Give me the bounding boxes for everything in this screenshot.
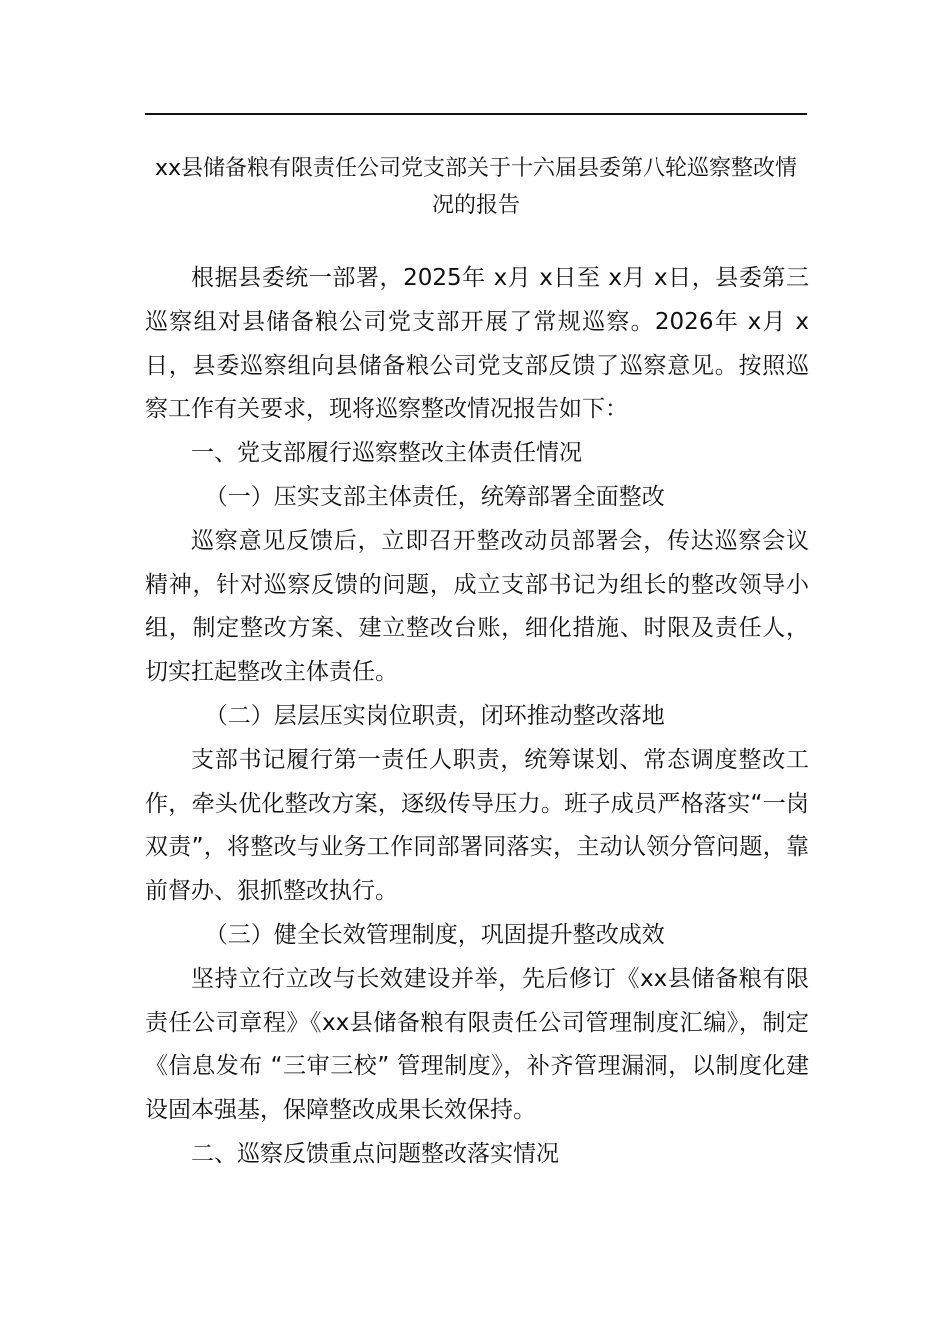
document-title: xx县储备粮有限责任公司党支部关于十六届县委第八轮巡察整改情况的报告	[154, 156, 798, 218]
subsection-heading-3: （三）健全长效管理制度，巩固提升整改成效	[204, 921, 665, 948]
paragraph-2: 支部书记履行第一责任人职责，统筹谋划、常态调度整改工作，牵头优化整改方案，逐级传导压力。班子成员严格落实“一岗双责”，将整改与业务工作同部署同落实，主动认领分管问题，靠前督办、狠抓整改执行。	[145, 746, 809, 905]
header-rule	[145, 113, 807, 115]
section-heading-2: 二、巡察反馈重点问题整改落实情况	[191, 1140, 559, 1167]
document-body	[145, 257, 809, 1177]
subsection-heading-1: （一）压实支部主体责任，统筹部署全面整改	[204, 483, 665, 510]
paragraph-3: 坚持立行立改与长效建设并举，先后修订《xx县储备粮有限责任公司章程》《xx县储备粮有限责任公司管理制度汇编》，制定《信息发布 “三审三校” 管理制度》，补齐管理漏洞，以制度化建设固本强基，保障整改成果长效保持。	[145, 965, 809, 1124]
paragraph-1: 巡察意见反馈后，立即召开整改动员部署会，传达巡察会议精神，针对巡察反馈的问题，成立支部书记为组长的整改领导小组，制定整改方案、建立整改台账，细化措施、时限及责任人，切实扛起整改主体责任。	[145, 527, 809, 686]
section-heading-1: 一、党支部履行巡察整改主体责任情况	[191, 440, 582, 467]
subsection-heading-2: （二）层层压实岗位职责，闭环推动整改落地	[204, 702, 665, 729]
paragraph-intro: 根据县委统一部署，2025年 x月 x日至 x月 x日，县委第三巡察组对县储备粮公司党支部开展了常规巡察。2026年 x月 x日，县委巡察组向县储备粮公司党支部反馈了巡察意见。按照巡察工作有关要求，现将巡察整改情况报告如下：	[145, 265, 809, 423]
